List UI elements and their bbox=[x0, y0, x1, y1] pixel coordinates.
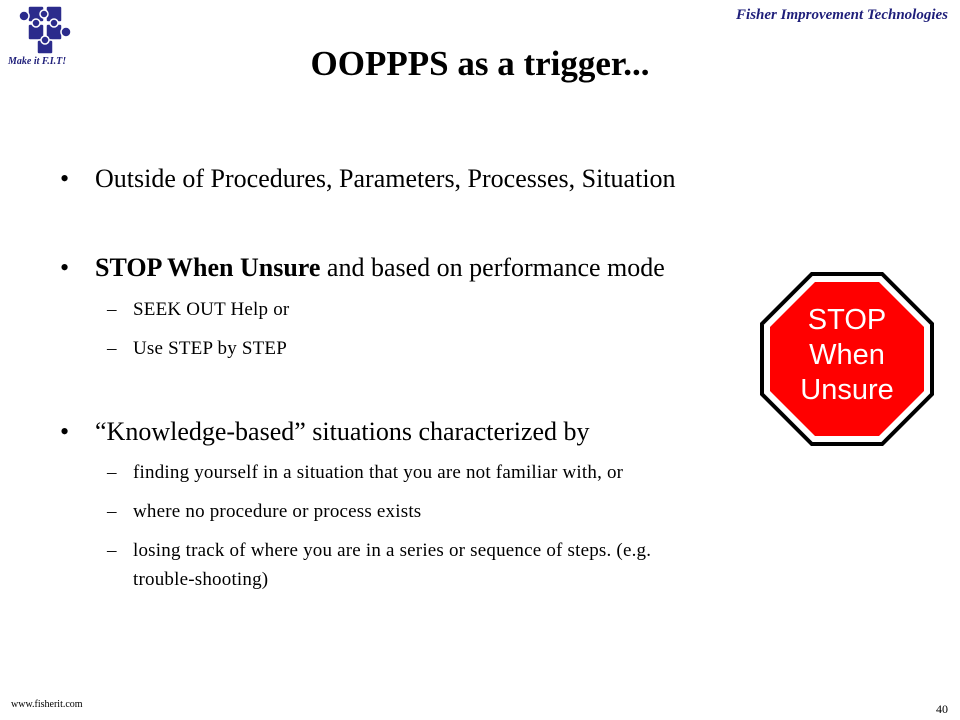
bullet-dot: • bbox=[60, 417, 70, 446]
sub-dash: – bbox=[107, 501, 117, 522]
sub-text: SEEK OUT Help or bbox=[133, 299, 290, 320]
sub-text: trouble-shooting) bbox=[133, 569, 269, 590]
bullet-rest-text: and based on performance mode bbox=[320, 253, 665, 282]
stop-sign-line: When bbox=[809, 339, 885, 371]
page-number: 40 bbox=[936, 702, 948, 716]
sub-text: where no procedure or process exists bbox=[133, 501, 422, 522]
sub-dash: – bbox=[107, 462, 117, 483]
logo-tagline: Make it F.I.T! bbox=[8, 56, 67, 67]
sub-dash: – bbox=[107, 338, 117, 359]
stop-sign-icon bbox=[760, 272, 934, 446]
footer-url: www.fisherit.com bbox=[11, 699, 83, 710]
sub-text: losing track of where you are in a series or sequence of steps. (e.g. bbox=[133, 540, 652, 561]
bullet-dot: • bbox=[60, 253, 70, 282]
stop-sign-line: STOP bbox=[807, 304, 887, 336]
bullet-dot: • bbox=[60, 164, 70, 193]
slide-title: OOPPPS as a trigger... bbox=[310, 44, 650, 83]
bullet-text: Outside of Procedures, Parameters, Processes, Situation bbox=[95, 164, 676, 193]
company-name: Fisher Improvement Technologies bbox=[736, 7, 948, 23]
bullet-bold-text: STOP When Unsure bbox=[95, 253, 321, 282]
sub-text: Use STEP by STEP bbox=[133, 338, 287, 359]
sub-text: finding yourself in a situation that you are not familiar with, or bbox=[133, 462, 624, 483]
stop-sign-line: Unsure bbox=[800, 374, 894, 406]
sub-dash: – bbox=[107, 540, 117, 561]
sub-dash: – bbox=[107, 299, 117, 320]
bullet-text: “Knowledge-based” situations characterized by bbox=[95, 417, 590, 446]
bullet-text bbox=[95, 253, 665, 283]
